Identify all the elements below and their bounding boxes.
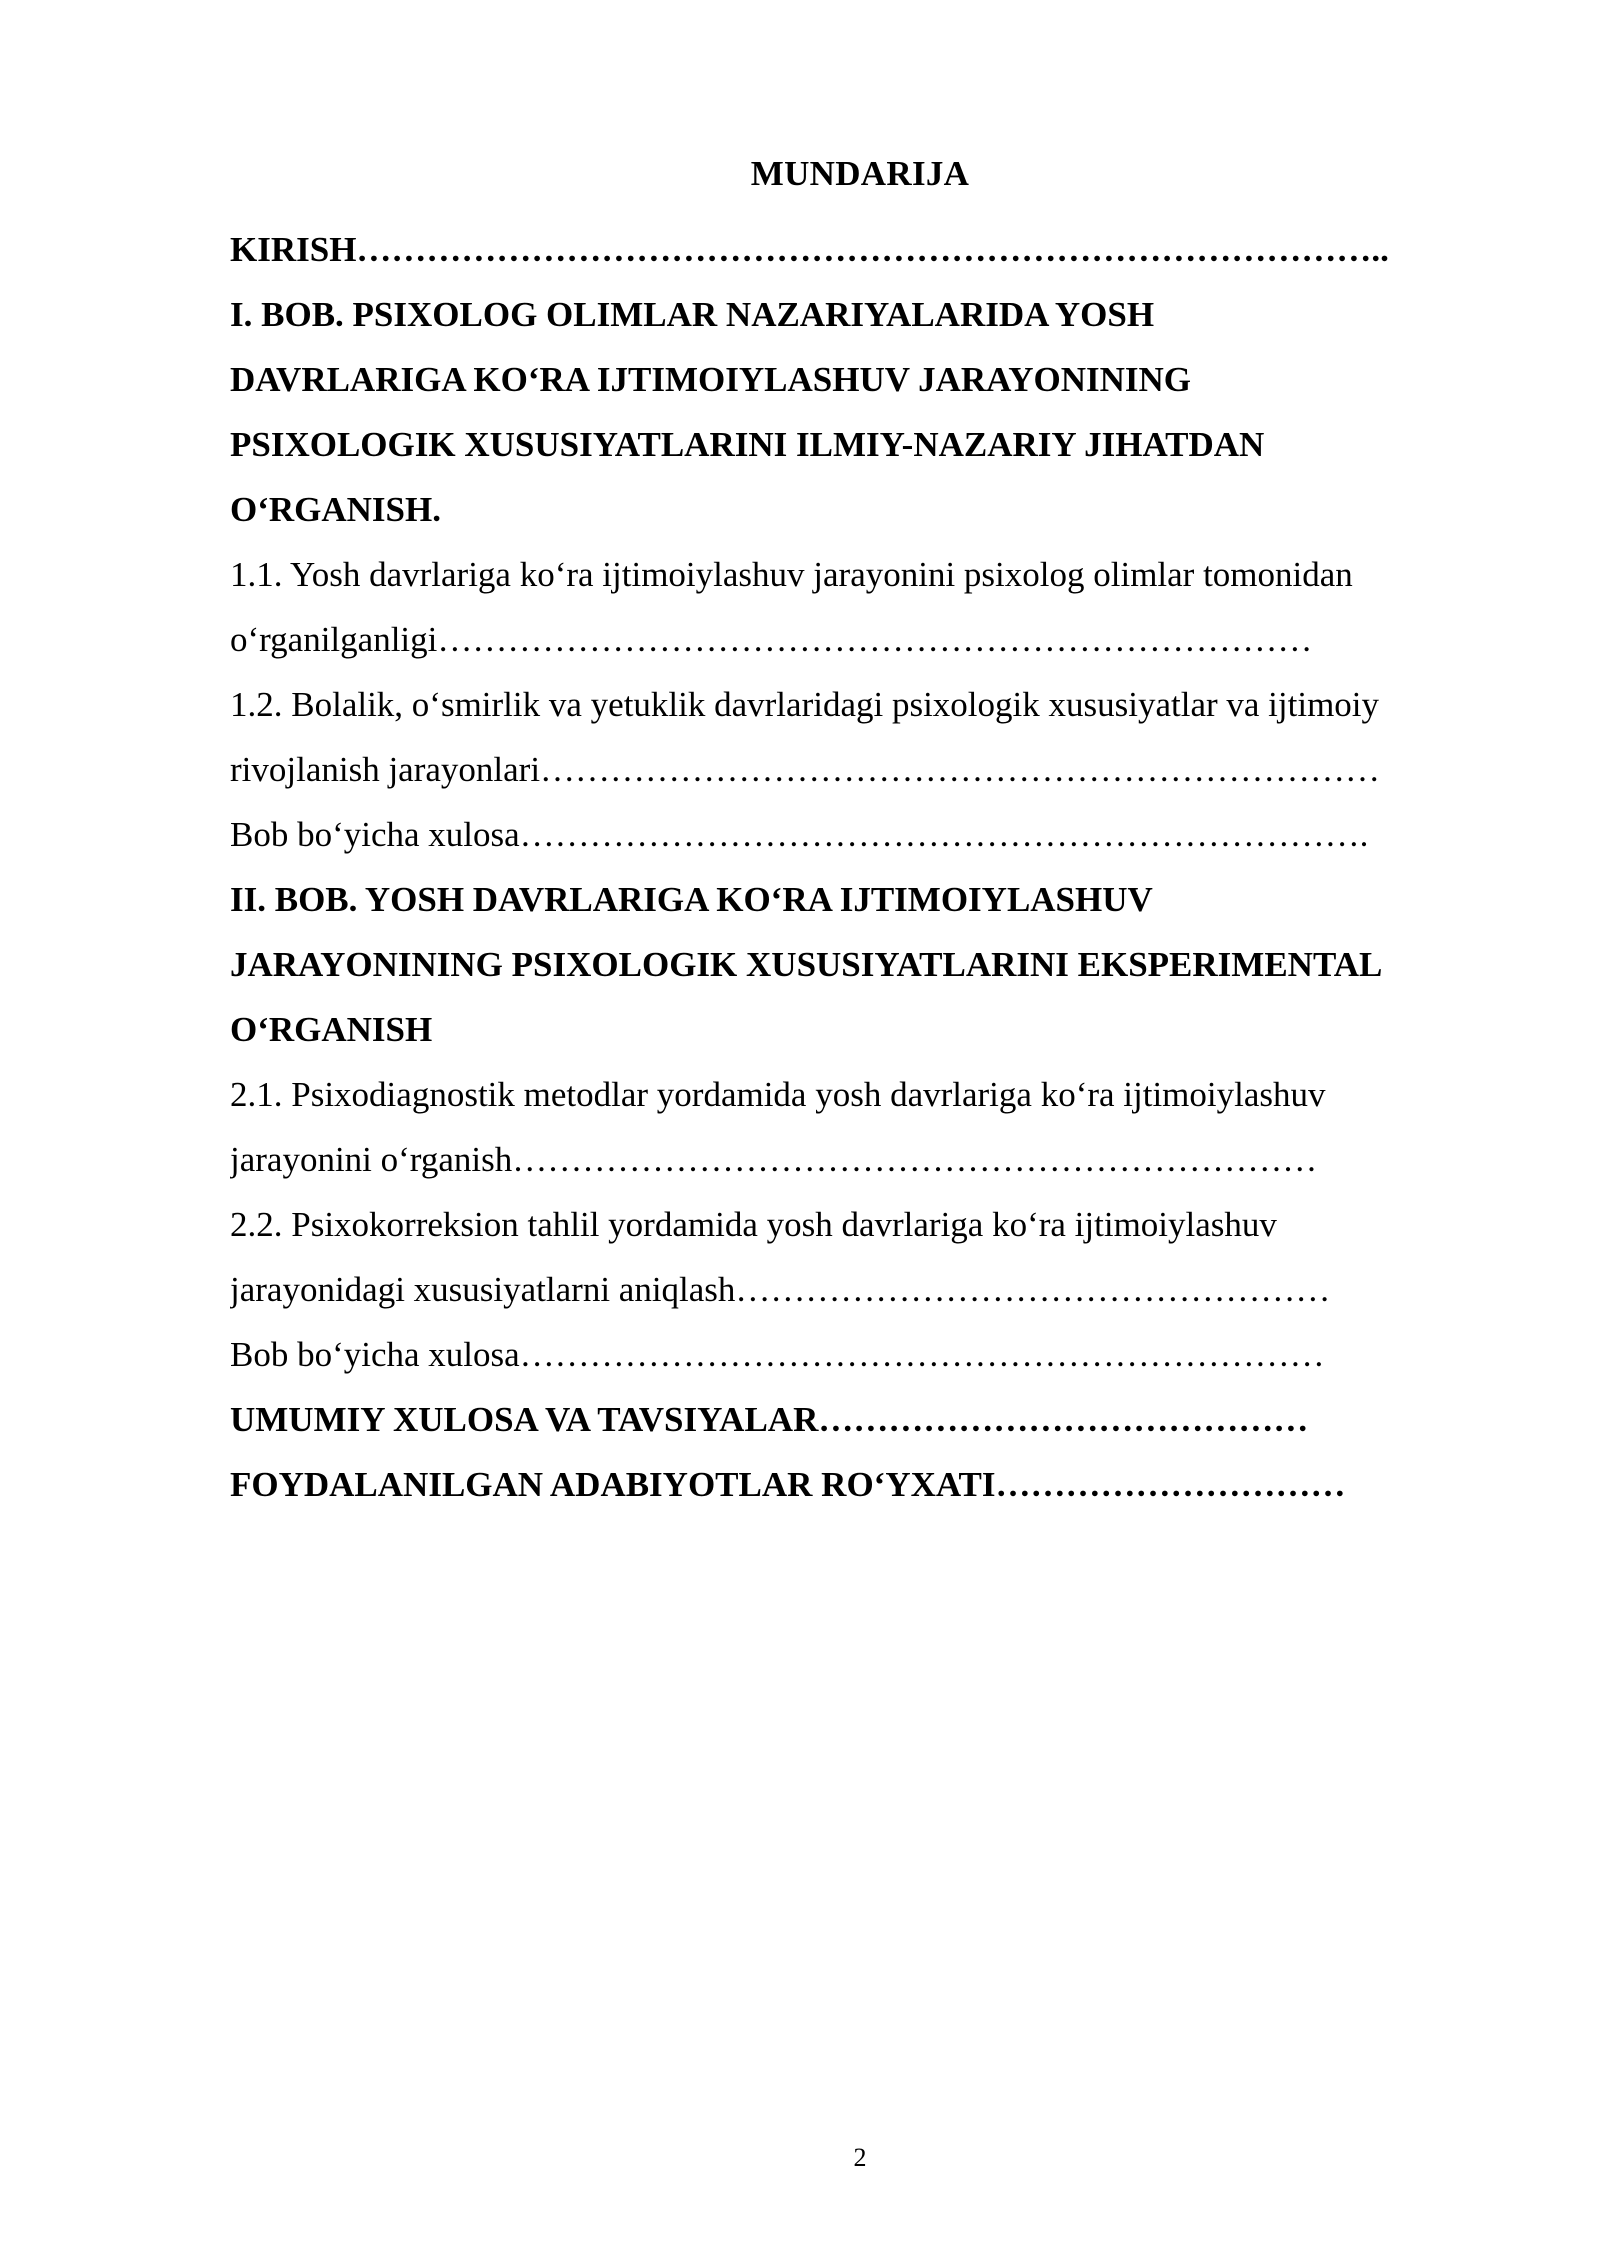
toc-line: I. BOB. PSIXOLOG OLIMLAR NAZARIYALARIDA YOSH xyxy=(230,295,1155,334)
toc-line: jarayonini o‘rganish…………………………………………………………… xyxy=(230,1140,1318,1179)
toc-line: o‘rganilganligi………………………………………………………………… xyxy=(230,620,1313,659)
toc-line: DAVRLARIGA KO‘RA IJTIMOIYLASHUV JARAYONINING xyxy=(230,360,1192,399)
toc-line: UMUMIY XULOSA VA TAVSIYALAR…………………………………… xyxy=(230,1400,1309,1439)
toc-line: O‘RGANISH xyxy=(230,1010,433,1049)
toc-line: jarayonidagi xususiyatlarni aniqlash…………………………………………… xyxy=(230,1270,1331,1309)
toc-line: JARAYONINING PSIXOLOGIK XUSUSIYATLARINI EKSPERIMENTAL xyxy=(230,945,1383,984)
toc-line: PSIXOLOGIK XUSUSIYATLARINI ILMIY-NAZARIY JIHATDAN xyxy=(230,425,1265,464)
toc-line: 1.2. Bolalik, o‘smirlik va yetuklik davrlaridagi psixologik xususiyatlar va ijtimoiy xyxy=(230,685,1380,724)
toc-line: FOYDALANILGAN ADABIYOTLAR RO‘YXATI………………………… xyxy=(230,1465,1346,1504)
toc-line: KIRISH…………………………………………………………………………….. xyxy=(230,230,1389,269)
toc-line: 1.1. Yosh davrlariga ko‘ra ijtimoiylashuv jarayonini psixolog olimlar tomonidan xyxy=(230,555,1353,594)
toc-line: rivojlanish jarayonlari……………………………………………………………… xyxy=(230,750,1381,789)
toc-line: 2.2. Psixokorreksion tahlil yordamida yosh davrlariga ko‘ra ijtimoiylashuv xyxy=(230,1205,1277,1244)
toc-line: II. BOB. YOSH DAVRLARIGA KO‘RA IJTIMOIYLASHUV xyxy=(230,880,1153,919)
toc-line: 2.1. Psixodiagnostik metodlar yordamida yosh davrlariga ko‘ra ijtimoiylashuv xyxy=(230,1075,1326,1114)
toc-title: MUNDARIJA xyxy=(750,154,970,193)
toc-line: O‘RGANISH. xyxy=(230,490,441,529)
toc-line: Bob bo‘yicha xulosa…………………………………………………………… xyxy=(230,1335,1325,1374)
toc-line: Bob bo‘yicha xulosa………………………………………………………………. xyxy=(230,815,1369,854)
table-of-contents xyxy=(230,217,1490,1517)
page-number: 2 xyxy=(853,2143,867,2172)
